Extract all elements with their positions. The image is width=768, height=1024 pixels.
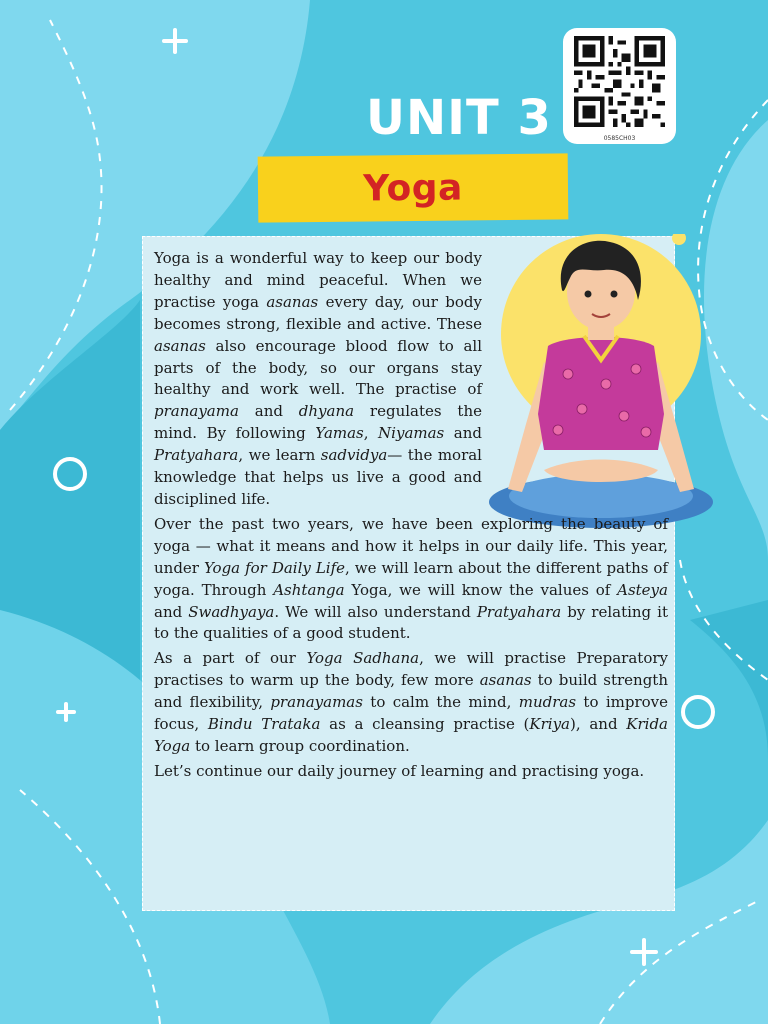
qr-code[interactable] [563,28,676,144]
paragraph-intro: Yoga is a wonderful way to keep our body healthy and mind peaceful. When we practise yoga asanas every day, our body becomes strong, flexible and active. These asanas also encourage blood flow to all parts of the body, so our organs stay healthy and work well. The practise of pranayama and dhyana regulates the mind. By following Yamas, Niyamas and Pratyahara, we learn sadvidya— the moral knowledge that helps us live a good and disciplined life. [154,249,483,508]
chapter-title-banner [258,153,569,222]
unit-title: UNIT 3 [366,90,552,146]
chapter-title: Yoga [363,166,463,210]
body-text [154,248,668,786]
qr-code-icon [574,36,665,127]
paragraph-closing: Let’s continue our daily journey of learning and practising yoga. [154,761,645,780]
paragraph-overview: Over the past two years, we have been exploring the beauty of yoga — what it means and how it helps in our daily life. This year, under Yoga for Daily Life, we will learn about the different paths of yoga. Through Ashtanga Yoga, we will know the values of Asteya and Swadhyaya. We will also understand Pratyahara by relating it to the qualities of a good student. [154,514,668,643]
qr-code-label: 0585CH03 [603,135,636,142]
paragraph-sadhana: As a part of our Yoga Sadhana, we will practise Preparatory practises to warm up the body, few more asanas to build strength and flexibility, pranayamas to calm the mind, mudras to improve focus, Bindu Trataka as a cleansing practise (Kriya), and Krida Yoga to learn group coordination. [154,649,668,755]
